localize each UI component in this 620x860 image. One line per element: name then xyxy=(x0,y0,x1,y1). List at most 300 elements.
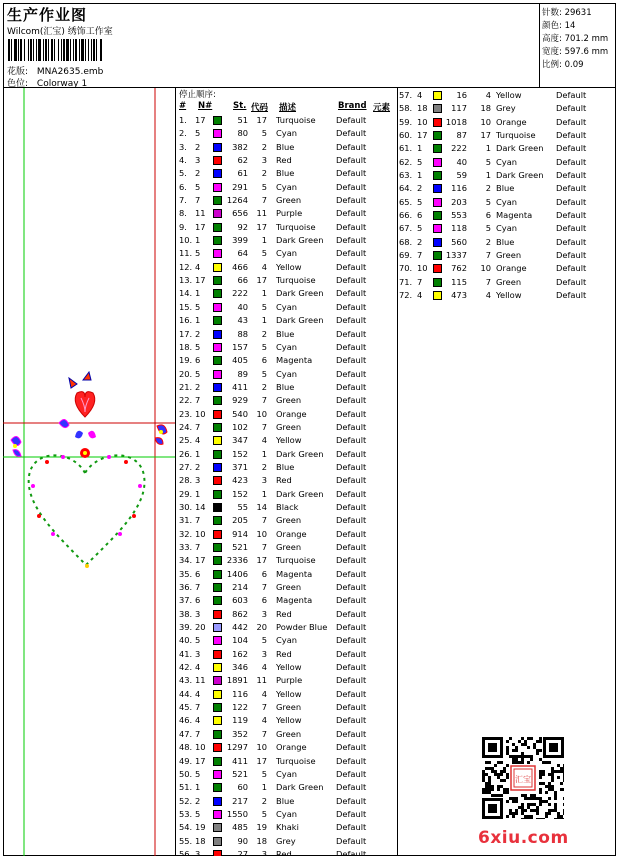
header-info xyxy=(3,3,540,87)
needle-number: 4 xyxy=(195,715,201,726)
stitch-count: 222 xyxy=(451,143,467,154)
stop-seq: 24. xyxy=(179,421,193,432)
color-description: Orange xyxy=(496,263,527,274)
needle-number: 7 xyxy=(417,250,423,261)
qr-code xyxy=(482,737,564,819)
stop-row xyxy=(176,301,397,314)
stop-seq: 2. xyxy=(179,128,187,139)
color-description: Green xyxy=(496,250,522,261)
color-code: 17 xyxy=(256,555,267,566)
stitch-count: 411 xyxy=(232,381,248,392)
needle-number: 4 xyxy=(195,435,201,446)
color-description: Cyan xyxy=(276,128,298,139)
stop-seq: 32. xyxy=(179,528,193,539)
color-swatch xyxy=(213,823,222,832)
stitch-count: 291 xyxy=(232,181,248,192)
needle-number: 20 xyxy=(195,622,206,633)
thread-brand: Default xyxy=(336,235,367,246)
needle-number: 4 xyxy=(417,290,423,301)
color-description: Dark Green xyxy=(496,170,544,181)
stop-seq: 3. xyxy=(179,141,187,152)
needle-number: 3 xyxy=(195,848,201,856)
color-code: 2 xyxy=(485,183,491,194)
stitch-count: 371 xyxy=(232,461,248,472)
stitch-count: 61 xyxy=(237,168,248,179)
color-description: Purple xyxy=(276,675,303,686)
thread-brand: Default xyxy=(336,408,367,419)
color-description: Red xyxy=(276,608,292,619)
stitch-count: 222 xyxy=(232,288,248,299)
color-code: 4 xyxy=(261,435,267,446)
thread-brand: Default xyxy=(336,542,367,552)
needle-number: 18 xyxy=(417,103,428,114)
color-swatch xyxy=(433,251,442,260)
thread-brand: Default xyxy=(336,315,367,326)
needle-number: 5 xyxy=(195,301,201,312)
color-code: 5 xyxy=(261,368,267,379)
needle-number: 5 xyxy=(195,128,201,139)
stitch-count: 162 xyxy=(232,648,248,659)
color-swatch xyxy=(433,264,442,273)
color-swatch xyxy=(213,850,222,856)
thread-brand: Default xyxy=(556,196,587,207)
color-code: 14 xyxy=(256,501,267,512)
color-code: 1 xyxy=(261,782,267,793)
color-swatch xyxy=(213,370,222,379)
thread-brand: Default xyxy=(336,288,367,299)
stop-seq: 20. xyxy=(179,368,193,379)
color-swatch xyxy=(213,837,222,846)
stitch-count: 466 xyxy=(232,261,248,272)
stop-row xyxy=(176,394,397,407)
stitch-count: 1018 xyxy=(445,116,467,127)
color-swatch xyxy=(213,516,222,525)
color-code: 10 xyxy=(480,263,491,274)
needle-number: 5 xyxy=(195,368,201,379)
thread-brand: Default xyxy=(336,421,367,432)
needle-number: 1 xyxy=(195,488,201,499)
needle-number: 19 xyxy=(195,822,206,833)
color-code: 19 xyxy=(256,822,267,833)
needle-number: 17 xyxy=(195,275,206,286)
needle-number: 17 xyxy=(195,755,206,766)
color-code: 1 xyxy=(485,143,491,154)
thread-brand: Default xyxy=(336,848,367,856)
color-code: 2 xyxy=(261,168,267,179)
stitch-count: 603 xyxy=(232,595,248,606)
color-description: Blue xyxy=(276,168,295,179)
needle-number: 5 xyxy=(195,181,201,192)
needle-number: 7 xyxy=(195,542,201,552)
color-swatch xyxy=(213,570,222,579)
stop-seq: 11. xyxy=(179,248,193,259)
stop-seq: 22. xyxy=(179,395,193,406)
needle-number: 7 xyxy=(195,702,201,713)
color-description: Cyan xyxy=(276,248,298,259)
stitch-count: 40 xyxy=(237,301,248,312)
needle-number: 1 xyxy=(417,143,423,154)
color-description: Blue xyxy=(276,141,295,152)
color-description: Yellow xyxy=(276,715,302,726)
needle-number: 11 xyxy=(195,675,206,686)
needle-number: 10 xyxy=(195,408,206,419)
color-code: 2 xyxy=(261,461,267,472)
color-swatch xyxy=(213,463,222,472)
stitch-count: 62 xyxy=(237,155,248,166)
stitch-count: 90 xyxy=(237,835,248,846)
thread-brand: Default xyxy=(556,90,587,100)
stop-row xyxy=(398,142,616,155)
color-description: Green xyxy=(496,276,522,287)
stitch-count: 43 xyxy=(237,315,248,326)
stop-row xyxy=(176,274,397,287)
thread-brand: Default xyxy=(336,568,367,579)
stop-row xyxy=(176,474,397,487)
stop-seq: 71. xyxy=(399,276,413,287)
color-code: 10 xyxy=(256,408,267,419)
colorway-label: 色位: xyxy=(7,79,29,89)
needle-number: 7 xyxy=(417,276,423,287)
thread-brand: Default xyxy=(556,183,587,194)
color-description: Cyan xyxy=(276,301,298,312)
needle-number: 5 xyxy=(417,156,423,167)
stop-seq: 68. xyxy=(399,236,413,247)
stop-seq: 55. xyxy=(179,835,193,846)
color-code: 6 xyxy=(261,355,267,366)
color-swatch xyxy=(213,223,222,232)
color-code: 3 xyxy=(261,848,267,856)
stop-row xyxy=(176,448,397,461)
stop-row xyxy=(176,701,397,714)
stitch-count: 87 xyxy=(456,130,467,141)
stitch-count: 152 xyxy=(232,488,248,499)
needle-number: 2 xyxy=(195,461,201,472)
color-description: Cyan xyxy=(496,156,518,167)
color-description: Green xyxy=(276,702,302,713)
color-swatch xyxy=(213,196,222,205)
color-description: Blue xyxy=(276,461,295,472)
stitch-count: 66 xyxy=(237,275,248,286)
color-description: Yellow xyxy=(496,290,522,301)
thread-brand: Default xyxy=(336,768,367,779)
thread-brand: Default xyxy=(336,275,367,286)
design-preview-panel xyxy=(3,88,176,856)
color-description: Green xyxy=(276,421,302,432)
stitch-count: 485 xyxy=(232,822,248,833)
color-swatch xyxy=(213,343,222,352)
needle-number: 7 xyxy=(195,421,201,432)
color-description: Cyan xyxy=(276,635,298,646)
color-description: Purple xyxy=(276,208,303,219)
thread-brand: Default xyxy=(336,248,367,259)
thread-brand: Default xyxy=(556,116,587,127)
color-code: 3 xyxy=(261,648,267,659)
thread-brand: Default xyxy=(336,675,367,686)
thread-brand: Default xyxy=(336,595,367,606)
stop-row xyxy=(176,821,397,834)
color-swatch xyxy=(213,169,222,178)
stop-row xyxy=(176,234,397,247)
thread-brand: Default xyxy=(556,276,587,287)
thread-brand: Default xyxy=(336,742,367,753)
color-swatch xyxy=(213,810,222,819)
color-swatch xyxy=(213,730,222,739)
stat-stitches: 针数: 29631 xyxy=(542,8,592,18)
color-description: Turquoise xyxy=(276,555,316,566)
color-code: 7 xyxy=(261,421,267,432)
color-swatch xyxy=(433,238,442,247)
color-code: 5 xyxy=(261,301,267,312)
stop-row xyxy=(176,688,397,701)
stitch-count: 104 xyxy=(232,635,248,646)
thread-brand: Default xyxy=(556,143,587,154)
needle-number: 17 xyxy=(195,115,206,125)
stop-row xyxy=(398,156,616,169)
thread-brand: Default xyxy=(336,435,367,446)
thread-brand: Default xyxy=(336,835,367,846)
stitch-count: 405 xyxy=(232,355,248,366)
color-code: 7 xyxy=(261,728,267,739)
color-code: 5 xyxy=(485,196,491,207)
stop-row xyxy=(398,116,616,129)
stop-seq: 45. xyxy=(179,702,193,713)
stop-seq: 30. xyxy=(179,501,193,512)
color-description: Yellow xyxy=(276,688,302,699)
color-description: Turquoise xyxy=(276,221,316,232)
color-description: Dark Green xyxy=(276,315,324,326)
stitch-count: 157 xyxy=(232,341,248,352)
color-code: 18 xyxy=(480,103,491,114)
color-swatch xyxy=(213,183,222,192)
color-swatch xyxy=(213,356,222,365)
needle-number: 6 xyxy=(195,595,201,606)
needle-number: 5 xyxy=(417,223,423,234)
color-description: Green xyxy=(276,395,302,406)
color-description: Green xyxy=(276,728,302,739)
color-description: Cyan xyxy=(276,368,298,379)
thread-brand: Default xyxy=(336,395,367,406)
color-code: 17 xyxy=(256,275,267,286)
stop-row xyxy=(176,581,397,594)
stitch-count: 346 xyxy=(232,662,248,673)
thread-brand: Default xyxy=(336,168,367,179)
color-description: Magenta xyxy=(276,568,313,579)
color-description: Red xyxy=(276,648,292,659)
thread-brand: Default xyxy=(336,515,367,526)
stop-seq: 49. xyxy=(179,755,193,766)
stop-row xyxy=(176,674,397,687)
thread-brand: Default xyxy=(336,688,367,699)
color-code: 5 xyxy=(261,248,267,259)
stop-seq: 6. xyxy=(179,181,187,192)
stitch-count: 521 xyxy=(232,768,248,779)
needle-number: 7 xyxy=(195,582,201,593)
thread-brand: Default xyxy=(336,715,367,726)
color-code: 2 xyxy=(261,328,267,339)
needle-number: 14 xyxy=(195,501,206,512)
color-description: Powder Blue xyxy=(276,622,328,633)
stop-row xyxy=(176,368,397,381)
color-swatch xyxy=(213,650,222,659)
stop-seq: 58. xyxy=(399,103,413,114)
thread-brand: Default xyxy=(336,608,367,619)
stop-seq: 59. xyxy=(399,116,413,127)
stop-seq: 25. xyxy=(179,435,193,446)
color-description: Cyan xyxy=(276,181,298,192)
color-code: 1 xyxy=(261,235,267,246)
color-code: 2 xyxy=(261,795,267,806)
stop-rows-2 xyxy=(398,89,616,303)
needle-number: 4 xyxy=(195,261,201,272)
thread-brand: Default xyxy=(336,208,367,219)
color-swatch xyxy=(213,476,222,485)
color-swatch xyxy=(213,116,222,125)
stitch-count: 656 xyxy=(232,208,248,219)
color-description: Yellow xyxy=(276,662,302,673)
color-description: Yellow xyxy=(496,90,522,100)
stop-row xyxy=(176,514,397,527)
needle-number: 17 xyxy=(195,555,206,566)
needle-number: 7 xyxy=(195,728,201,739)
color-swatch xyxy=(213,783,222,792)
thread-brand: Default xyxy=(556,263,587,274)
color-code: 7 xyxy=(485,276,491,287)
color-swatch xyxy=(213,636,222,645)
color-code: 5 xyxy=(261,808,267,819)
color-swatch xyxy=(213,143,222,152)
stitch-count: 1891 xyxy=(226,675,248,686)
stitch-count: 540 xyxy=(232,408,248,419)
stitch-count: 914 xyxy=(232,528,248,539)
header-stitches: St. xyxy=(233,101,247,111)
color-swatch xyxy=(213,236,222,245)
stitch-count: 16 xyxy=(456,90,467,100)
color-swatch xyxy=(433,224,442,233)
stop-sequence-label: 停止顺序: xyxy=(179,90,216,100)
color-description: Grey xyxy=(496,103,516,114)
color-swatch xyxy=(213,129,222,138)
thread-brand: Default xyxy=(336,475,367,486)
color-description: Blue xyxy=(496,183,515,194)
stat-height: 高度: 701.2 mm xyxy=(542,34,609,44)
stitch-count: 214 xyxy=(232,582,248,593)
stop-seq: 13. xyxy=(179,275,193,286)
stop-seq: 10. xyxy=(179,235,193,246)
needle-number: 10 xyxy=(195,528,206,539)
needle-number: 10 xyxy=(417,263,428,274)
stop-row xyxy=(176,634,397,647)
thread-brand: Default xyxy=(336,115,367,125)
color-code: 3 xyxy=(261,608,267,619)
needle-number: 2 xyxy=(195,381,201,392)
site-watermark: 6xiu.com xyxy=(478,828,569,848)
color-description: Dark Green xyxy=(276,782,324,793)
header-description: 描述 xyxy=(279,103,297,113)
stop-row xyxy=(176,488,397,501)
stop-seq: 67. xyxy=(399,223,413,234)
color-swatch xyxy=(213,610,222,619)
needle-number: 1 xyxy=(195,448,201,459)
thread-brand: Default xyxy=(556,210,587,221)
stop-row xyxy=(176,528,397,541)
color-description: Orange xyxy=(276,742,307,753)
stop-seq: 37. xyxy=(179,595,193,606)
color-swatch xyxy=(213,797,222,806)
stop-row xyxy=(176,755,397,768)
needle-number: 1 xyxy=(195,235,201,246)
thread-brand: Default xyxy=(336,501,367,512)
color-description: Yellow xyxy=(276,435,302,446)
color-code: 2 xyxy=(261,381,267,392)
stitch-count: 929 xyxy=(232,395,248,406)
color-swatch xyxy=(213,316,222,325)
color-code: 2 xyxy=(485,236,491,247)
stop-row xyxy=(176,835,397,848)
color-code: 6 xyxy=(261,568,267,579)
needle-number: 5 xyxy=(195,248,201,259)
stitch-count: 116 xyxy=(451,183,467,194)
stop-row xyxy=(176,127,397,140)
stop-row xyxy=(176,421,397,434)
page-title: 生产作业图 xyxy=(7,6,88,24)
stop-row xyxy=(176,554,397,567)
header-seq: # xyxy=(179,101,187,111)
stop-row xyxy=(176,781,397,794)
stitch-count: 1406 xyxy=(226,568,248,579)
stop-seq: 60. xyxy=(399,130,413,141)
color-swatch xyxy=(433,158,442,167)
stop-row xyxy=(176,568,397,581)
color-swatch xyxy=(213,276,222,285)
thread-brand: Default xyxy=(336,822,367,833)
needle-number: 5 xyxy=(195,635,201,646)
stop-seq: 5. xyxy=(179,168,187,179)
stitch-count: 473 xyxy=(451,290,467,301)
needle-number: 4 xyxy=(195,662,201,673)
stitch-count: 115 xyxy=(451,276,467,287)
stop-seq: 33. xyxy=(179,542,193,552)
stop-row xyxy=(176,141,397,154)
thread-brand: Default xyxy=(336,528,367,539)
thread-brand: Default xyxy=(336,261,367,272)
stop-seq: 63. xyxy=(399,170,413,181)
needle-number: 5 xyxy=(195,808,201,819)
needle-number: 5 xyxy=(417,196,423,207)
needle-number: 4 xyxy=(417,90,423,100)
thread-brand: Default xyxy=(336,728,367,739)
needle-number: 7 xyxy=(195,195,201,206)
color-description: Magenta xyxy=(276,355,313,366)
color-swatch xyxy=(213,770,222,779)
stop-row xyxy=(176,167,397,180)
stitch-count: 205 xyxy=(232,515,248,526)
stitch-count: 51 xyxy=(237,115,248,125)
stop-row xyxy=(176,354,397,367)
color-swatch xyxy=(213,490,222,499)
color-swatch xyxy=(213,716,222,725)
color-description: Red xyxy=(276,475,292,486)
color-code: 17 xyxy=(256,755,267,766)
thread-brand: Default xyxy=(556,250,587,261)
color-swatch xyxy=(433,91,442,100)
stitch-count: 1550 xyxy=(226,808,248,819)
stop-seq: 51. xyxy=(179,782,193,793)
stop-seq: 23. xyxy=(179,408,193,419)
stitch-count: 2336 xyxy=(226,555,248,566)
color-swatch xyxy=(213,436,222,445)
color-swatch xyxy=(433,171,442,180)
color-swatch xyxy=(213,383,222,392)
